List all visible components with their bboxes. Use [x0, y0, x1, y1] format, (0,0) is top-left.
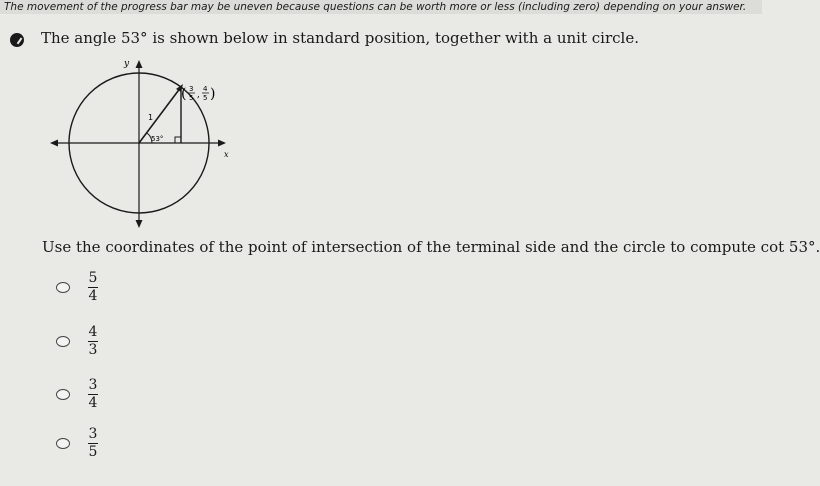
- radio-button[interactable]: [56, 389, 70, 400]
- choice-denominator: 4: [88, 395, 98, 411]
- radio-button[interactable]: [56, 282, 70, 293]
- y-axis-label: y: [124, 59, 130, 69]
- answer-choice-3[interactable]: [56, 378, 98, 411]
- prompt-angle: 53°: [120, 29, 148, 47]
- answer-choice-4[interactable]: [56, 427, 98, 460]
- point-y-numerator: 4: [203, 85, 208, 93]
- y-axis-top-arrow: [136, 60, 143, 68]
- point-open-paren: (: [181, 86, 187, 102]
- unit-circle-figure: [40, 50, 240, 235]
- choice-numerator: 4: [88, 324, 98, 340]
- point-y-denominator: 5: [203, 94, 208, 102]
- choice-numerator: 3: [88, 426, 98, 442]
- point-x-numerator: 3: [189, 85, 194, 93]
- choice-fraction: [88, 378, 98, 411]
- question-text-start: Use the coordinates of the point of intersection of the terminal side and the circle to compute cot: [42, 238, 789, 256]
- choice-denominator: 3: [88, 342, 98, 358]
- answer-choice-1[interactable]: [56, 271, 98, 304]
- progress-note: The movement of the progress bar may be uneven because questions can be worth more or less (including zero) depending on your answer.: [0, 0, 762, 14]
- right-angle-mark: [175, 137, 181, 143]
- question-text: [42, 238, 820, 256]
- radius-label: 1: [148, 113, 154, 122]
- question-text-end: .: [815, 238, 820, 256]
- x-axis-left-arrow: [50, 140, 58, 147]
- choice-fraction: [88, 427, 98, 460]
- choice-fraction: [88, 271, 98, 304]
- choice-fraction: [88, 325, 98, 358]
- x-axis-label: x: [224, 150, 229, 159]
- answer-choice-2[interactable]: [56, 325, 98, 358]
- radio-button[interactable]: [56, 438, 70, 449]
- prompt-text-start: The angle: [41, 29, 121, 47]
- choice-numerator: 3: [88, 377, 98, 393]
- point-close-paren: ): [210, 86, 216, 102]
- angle-label: 53°: [151, 135, 164, 143]
- radio-button[interactable]: [56, 336, 70, 347]
- question-prompt: [41, 29, 639, 47]
- choice-denominator: 4: [88, 288, 98, 304]
- x-axis-right-arrow: [218, 140, 226, 147]
- prompt-text-end: is shown below in standard position, together with a unit circle.: [147, 29, 639, 47]
- point-comma: ,: [197, 90, 200, 100]
- y-axis-bottom-arrow: [136, 220, 143, 228]
- question-angle: 53°: [788, 238, 816, 256]
- choice-denominator: 5: [88, 444, 98, 460]
- choice-numerator: 5: [88, 270, 98, 286]
- point-x-denominator: 5: [189, 94, 194, 102]
- question-status-icon: [10, 33, 24, 47]
